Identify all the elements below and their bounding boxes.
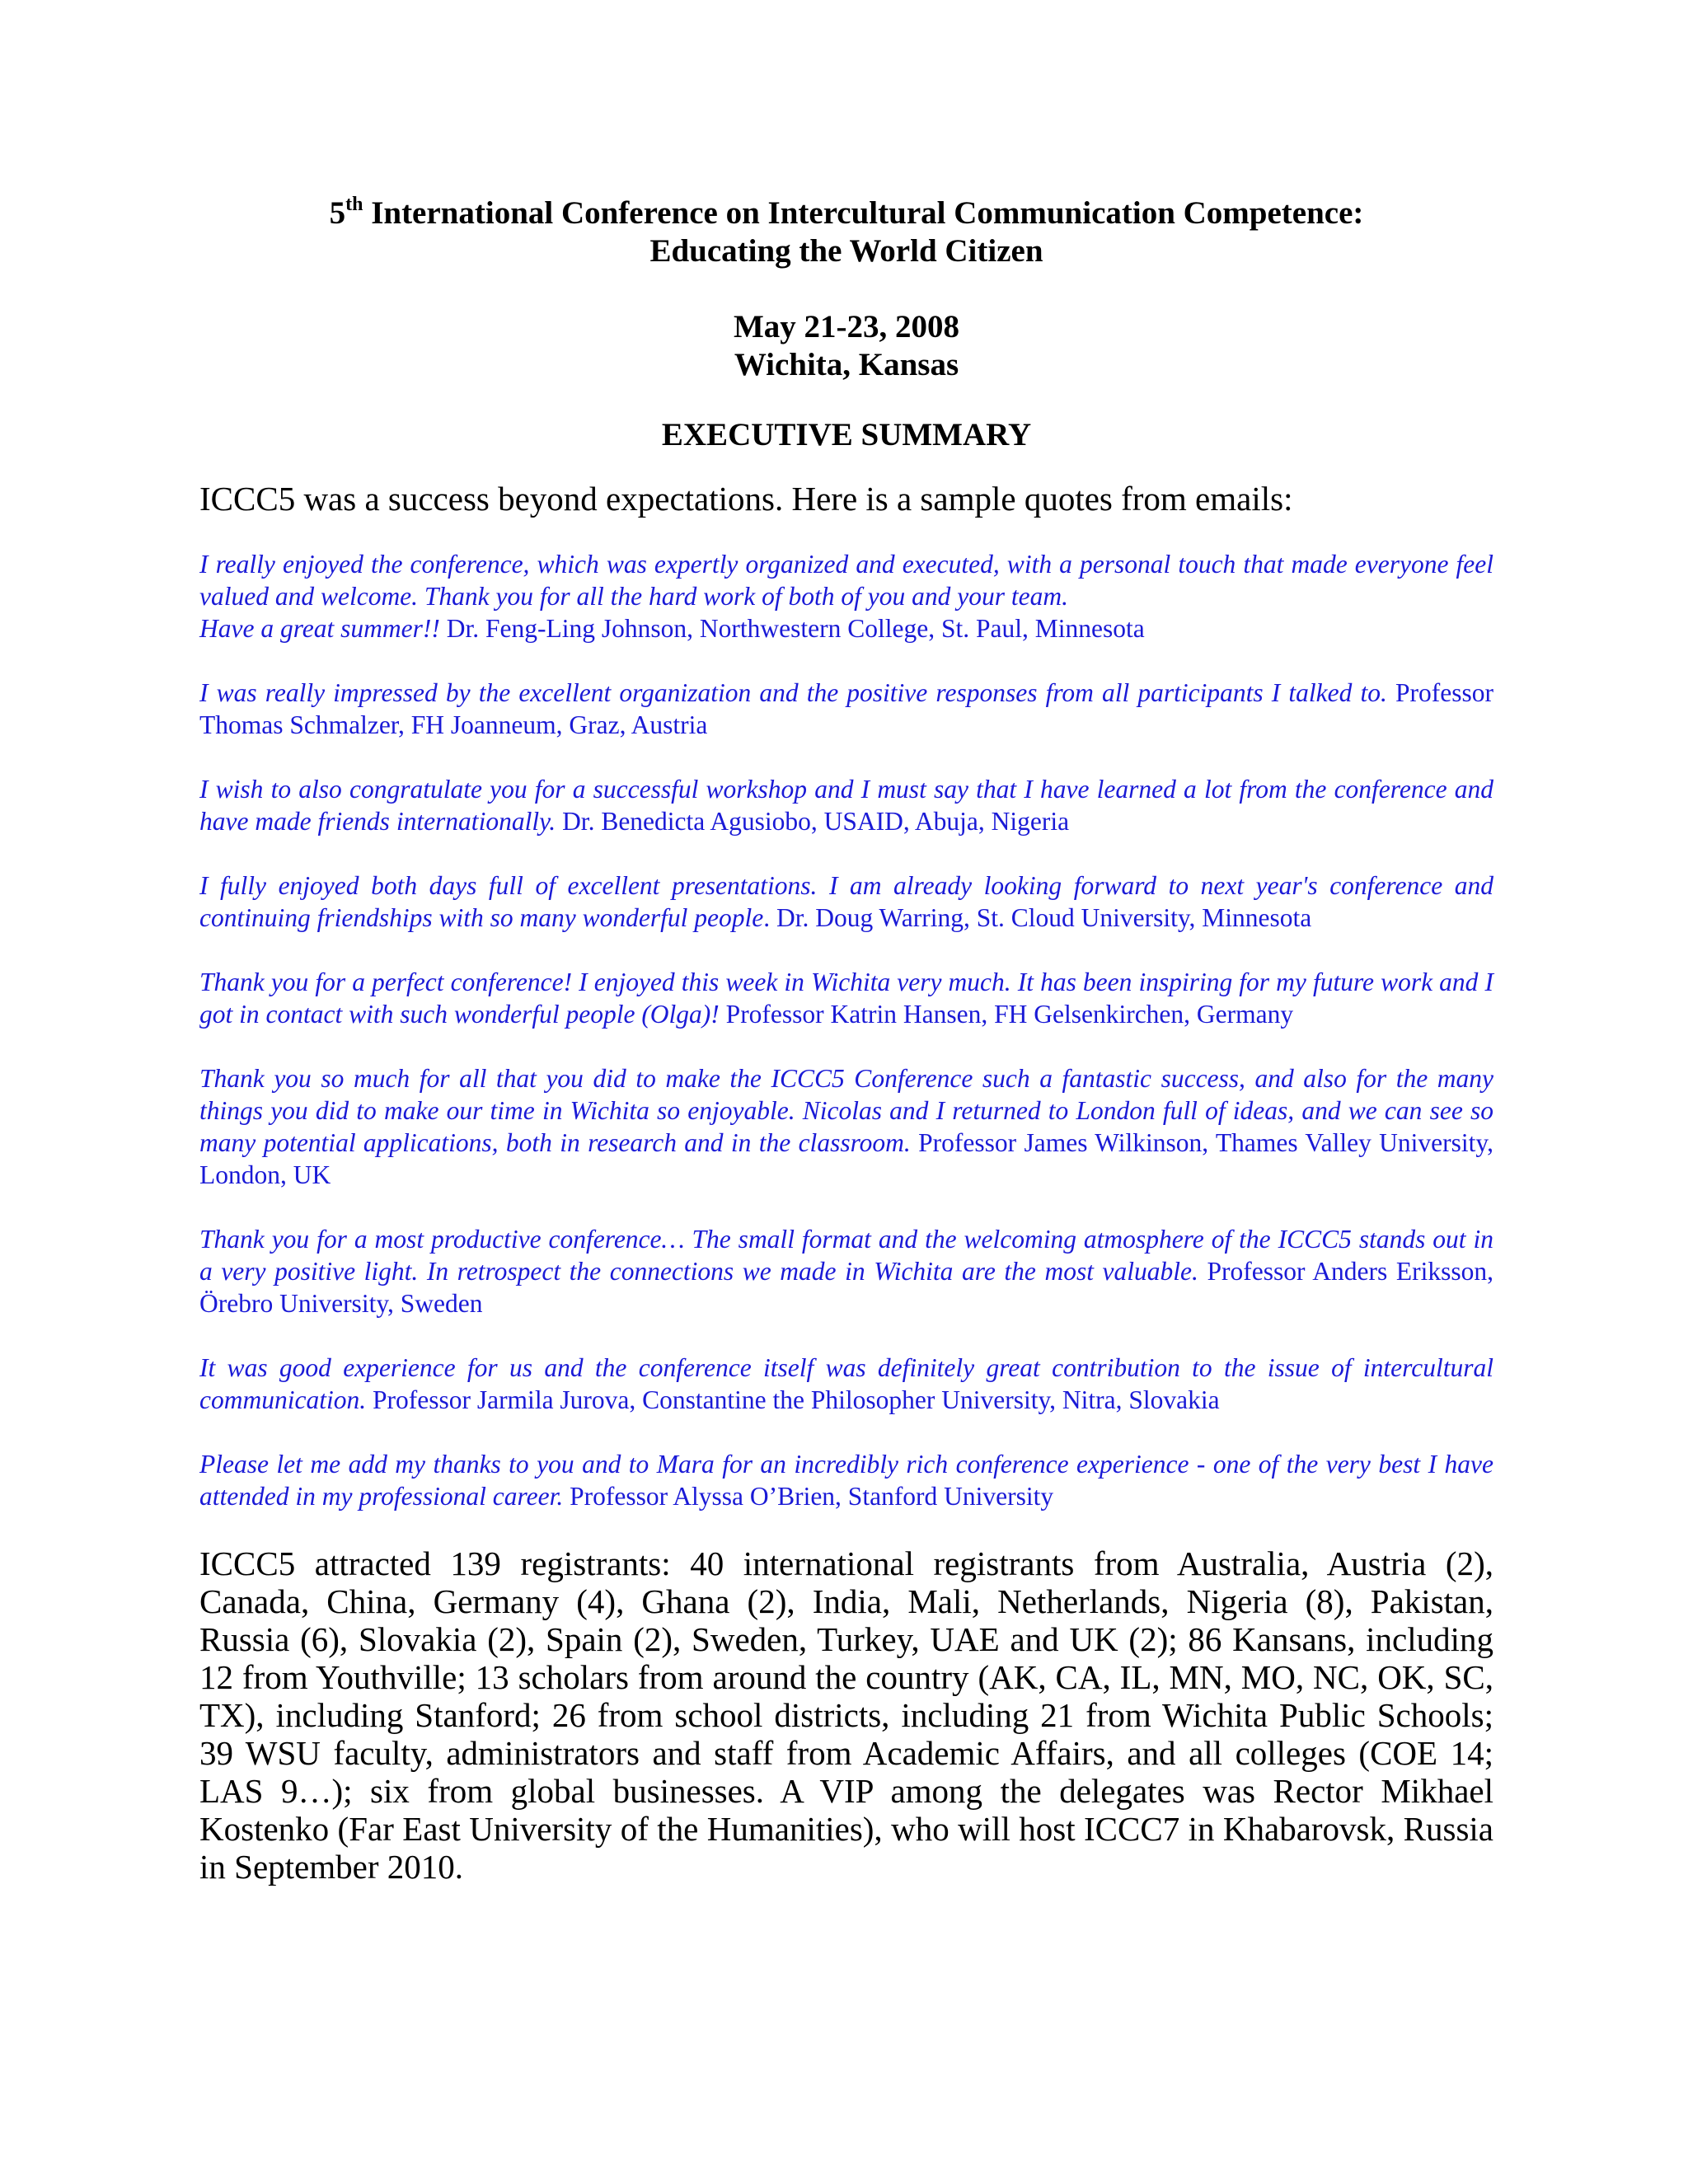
intro-paragraph: ICCC5 was a success beyond expectations. Here is a sample quotes from emails: xyxy=(199,480,1293,518)
title-ordinal: 5 xyxy=(329,195,346,231)
quote-attribution: Professor Alyssa O’Brien, Stanford University xyxy=(563,1482,1054,1511)
quote-text: Please let me add my thanks to you and to Mara for an incredibly rich conference experience - one of the very best I have attended in my professional career. xyxy=(199,1450,1493,1511)
quote-item xyxy=(199,1448,1493,1512)
title-ordinal-suffix: th xyxy=(345,194,363,215)
title-line1-text: International Conference on Intercultural Communication Competence: xyxy=(363,195,1364,231)
quote-item xyxy=(199,1352,1493,1416)
quote-item xyxy=(199,1223,1493,1319)
quote-attribution: Professor Jarmila Jurova, Constantine the Philosopher University, Nitra, Slovakia xyxy=(366,1385,1220,1414)
conference-title-line2: Educating the World Citizen xyxy=(649,233,1043,269)
registrants-summary-paragraph: ICCC5 attracted 139 registrants: 40 international registrants from Australia, Austria (2), Canada, China, Germany (4), Ghana (2), India, Mali, Netherlands, Nigeria (8), Pakistan, Russia (6), Slovakia (2), Spain (2), Sweden, Turkey, UAE and UK (2); 86 Kansans, including 12 from Youthville; 13 scholars from around the country (AK, CA, IL, MN, MO, NC, OK, SC, TX), including Stanford; 26 from school districts, including 21 from Wichita Public Schools; 39 WSU faculty, administrators and staff from Academic Affairs, and all colleges (COE 14; LAS 9…); six from global businesses. A VIP among the delegates was Rector Mikhael Kostenko (Far East University of the Humanities), who will host ICCC7 in Khabarovsk, Russia in September 2010. xyxy=(199,1544,1493,1886)
quote-attribution: Dr. Benedicta Agusiobo, USAID, Abuja, Nigeria xyxy=(556,807,1070,836)
section-heading: EXECUTIVE SUMMARY xyxy=(661,417,1032,452)
quote-item xyxy=(199,869,1493,934)
quote-text: Thank you so much for all that you did to make the ICCC5 Conference such a fantastic success, and also for the many things you did to make our time in Wichita so enjoyable. Nicolas and I returned to London full of ideas, and we can see so many potential applications, both in research and in the classroom. xyxy=(199,1064,1493,1157)
quote-attribution: Professor Anders Eriksson, Örebro University, Sweden xyxy=(199,1257,1493,1318)
section-heading-block xyxy=(199,416,1493,454)
conference-title-line1 xyxy=(199,194,1493,232)
quote-attribution: . Dr. Doug Warring, St. Cloud University, Minnesota xyxy=(763,903,1312,932)
quote-text: I was really impressed by the excellent organization and the positive responses from all participants I talked to. xyxy=(199,678,1387,707)
quote-attribution: Dr. Feng-Ling Johnson, Northwestern College, St. Paul, Minnesota xyxy=(439,614,1145,643)
date-location-block xyxy=(199,308,1493,384)
quote-item xyxy=(199,773,1493,837)
quote-item xyxy=(199,548,1493,644)
quote-text: Thank you for a perfect conference! I enjoyed this week in Wichita very much. It has been inspiring for my future work and I got in contact with such wonderful people (Olga)! xyxy=(199,968,1493,1029)
conference-date: May 21-23, 2008 xyxy=(733,309,960,344)
quote-item xyxy=(199,1062,1493,1191)
quote-text: It was good experience for us and the conference itself was definitely great contribution to the issue of intercultural communication. xyxy=(199,1353,1493,1414)
quote-text: I fully enjoyed both days full of excellent presentations. I am already looking forward to next year's conference and continuing friendships with so many wonderful people xyxy=(199,871,1493,932)
conference-location: Wichita, Kansas xyxy=(734,347,959,382)
quote-text: I really enjoyed the conference, which was expertly organized and executed, with a personal touch that made everyone feel valued and welcome. Thank you for all the hard work of both of you and your team. xyxy=(199,550,1493,611)
quote-text: Thank you for a most productive conference… The small format and the welcoming atmosphere of the ICCC5 stands out in a very positive light. In retrospect the connections we made in Wichita are the most valuable. xyxy=(199,1225,1493,1286)
document-page xyxy=(199,194,1493,1886)
quotes-list xyxy=(199,548,1493,1512)
quote-item xyxy=(199,677,1493,741)
quote-item xyxy=(199,966,1493,1030)
quote-attribution: Professor Katrin Hansen, FH Gelsenkirchen, Germany xyxy=(719,1000,1294,1029)
quote-attribution: Professor Thomas Schmalzer, FH Joanneum, Graz, Austria xyxy=(199,678,1493,739)
title-block xyxy=(199,194,1493,270)
quote-text: I wish to also congratulate you for a successful workshop and I must say that I have learned a lot from the conference and have made friends internationally. xyxy=(199,775,1493,836)
quote-text-continued: Have a great summer!! xyxy=(199,614,440,643)
quote-attribution: Professor James Wilkinson, Thames Valley University, London, UK xyxy=(199,1128,1493,1189)
